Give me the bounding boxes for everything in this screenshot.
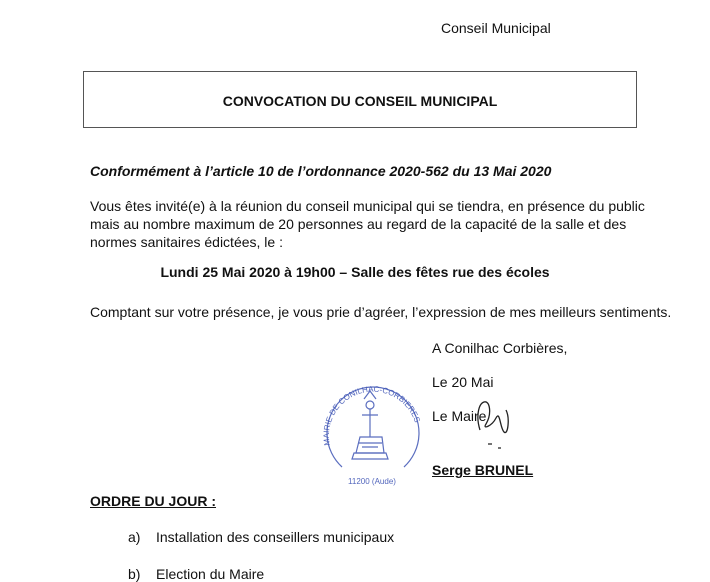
handwritten-signature (470, 388, 530, 458)
organization-header: Conseil Municipal (441, 20, 551, 36)
agenda-item (128, 529, 394, 545)
invitation-line: normes sanitaires édictées, le : (90, 234, 283, 250)
title-box (83, 71, 637, 128)
agenda-label: Installation des conseillers municipaux (156, 529, 395, 545)
invitation-line: Vous êtes invité(e) à la réunion du conseil municipal qui se tiendra, en présence du public (90, 198, 645, 214)
closing-sentence: Comptant sur votre présence, je vous prie d’agréer, l’expression de mes meilleurs sentiments. (90, 304, 672, 320)
invitation-paragraph (90, 197, 645, 251)
signature-place: A Conilhac Corbières, (432, 340, 568, 356)
agenda-marker: a) (128, 529, 141, 545)
agenda-title: ORDRE DU JOUR : (90, 493, 217, 509)
mairie-stamp (312, 367, 432, 487)
signature-date: Le 20 Mai (432, 374, 494, 390)
document-title: CONVOCATION DU CONSEIL MUNICIPAL (222, 93, 498, 109)
stamp-postal-text: 11200 (Aude) (348, 477, 396, 486)
legal-reference: Conformément à l’article 10 de l’ordonnance 2020-562 du 13 Mai 2020 (90, 163, 552, 179)
stamp-ring-text: MAIRIE DE CONILHAC-CORBIERES (321, 384, 422, 447)
agenda-label: Election du Maire (156, 566, 265, 582)
signer-name: Serge BRUNEL (432, 462, 534, 478)
meeting-details: Lundi 25 Mai 2020 à 19h00 – Salle des fêtes rue des écoles (160, 264, 550, 280)
signature-role: Le Maire (432, 408, 487, 424)
agenda-item (128, 566, 264, 582)
agenda-marker: b) (128, 566, 141, 582)
invitation-line: mais au nombre maximum de 20 personnes au regard de la capacité de la salle et des (90, 216, 627, 232)
